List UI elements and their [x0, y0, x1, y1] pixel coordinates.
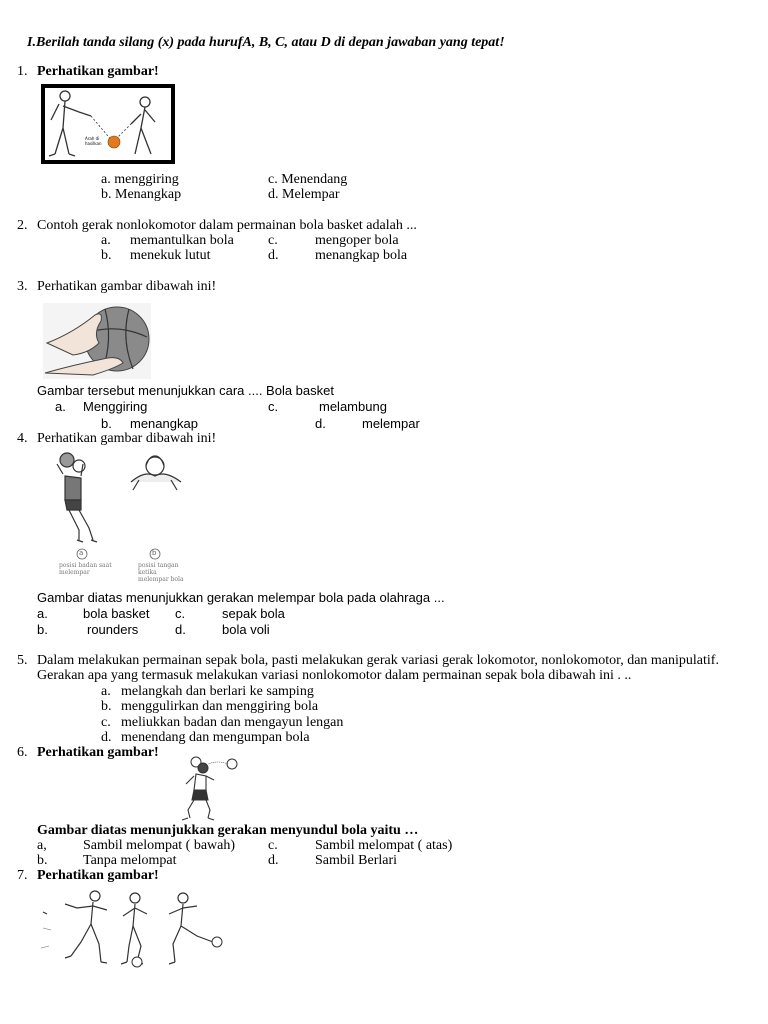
q2-letter-c: c. [268, 233, 278, 248]
q1-figure-drawing [41, 84, 175, 164]
q1-option-c[interactable]: c. Menendang [268, 172, 348, 187]
q6-caption: Gambar diatas menunjukkan gerakan menyundul bola yaitu … [37, 823, 419, 838]
q5-letter-d: d. [101, 730, 112, 745]
instruction-heading: I.Berilah tanda silang (x) pada hurufA, B, C, atau D di depan jawaban yang tepat! [27, 35, 505, 50]
q3-option-a[interactable]: Menggiring [83, 399, 148, 414]
q6-option-c[interactable]: Sambil melompat ( atas) [315, 838, 453, 853]
q3-option-b[interactable]: menangkap [130, 416, 198, 431]
q6-letter-b: b. [37, 853, 48, 868]
q6-letter-d: d. [268, 853, 279, 868]
q1-figure-caption: Arah di hasilkan [85, 136, 102, 146]
q6-option-b[interactable]: Tanpa melompat [83, 853, 177, 868]
q4-option-b[interactable]: rounders [87, 622, 139, 637]
q5-text-line-1: Dalam melakukan permainan sepak bola, pasti melakukan gerak variasi gerak lokomotor, nonlokomotor, dan manipulatif. [37, 653, 719, 668]
q6-letter-a: a, [37, 838, 47, 853]
q1-option-d[interactable]: d. Melempar [268, 187, 340, 202]
q2-letter-a: a. [101, 233, 111, 248]
q1-option-a[interactable]: a. menggiring [101, 172, 179, 187]
q2-option-a[interactable]: memantulkan bola [130, 233, 234, 248]
q4-number: 4. [17, 431, 28, 446]
q5-number: 5. [17, 653, 28, 668]
q3-number: 3. [17, 279, 28, 294]
q4-option-a[interactable]: bola basket [83, 606, 150, 621]
q7-figure [37, 888, 223, 970]
q3-letter-a: a. [55, 399, 66, 414]
q4-figure [41, 450, 197, 585]
q5-letter-c: c. [101, 715, 111, 730]
q2-letter-b: b. [101, 248, 112, 263]
q3-text: Perhatikan gambar dibawah ini! [37, 279, 217, 294]
q6-option-a[interactable]: Sambil melompat ( bawah) [83, 838, 236, 853]
q4-letter-b: b. [37, 622, 48, 637]
q2-letter-d: d. [268, 248, 279, 263]
q6-header-drawing [178, 754, 240, 822]
q2-option-c[interactable]: mengoper bola [315, 233, 399, 248]
q6-letter-c: c. [268, 838, 278, 853]
q4-letter-c: c. [175, 606, 186, 621]
q6-text: Perhatikan gambar! [37, 745, 159, 760]
q5-letter-a: a. [101, 684, 111, 699]
q2-option-d[interactable]: menangkap bola [315, 248, 408, 263]
q4-figure-label-a: a [79, 549, 84, 557]
q3-letter-b: b. [101, 416, 112, 431]
q5-option-c[interactable]: meliukkan badan dan mengayun lengan [121, 715, 344, 730]
q5-option-d[interactable]: menendang dan mengumpan bola [121, 730, 310, 745]
q7-text: Perhatikan gambar! [37, 868, 159, 883]
q1-number: 1. [17, 64, 28, 79]
q4-option-c[interactable]: sepak bola [222, 606, 285, 621]
q2-text: Contoh gerak nonlokomotor dalam permainan bola basket adalah ... [37, 218, 417, 233]
q4-text: Perhatikan gambar dibawah ini! [37, 431, 217, 446]
q5-text-line-2: Gerakan apa yang termasuk melakukan variasi nonlokomotor dalam permainan sepak bola dibawah ini . .. [37, 668, 632, 683]
q1-text: Perhatikan gambar! [37, 64, 159, 79]
q1-figure [41, 84, 175, 164]
q3-option-c[interactable]: melambung [319, 399, 387, 414]
q6-option-d[interactable]: Sambil Berlari [315, 853, 398, 868]
q3-letter-c: c. [268, 399, 279, 414]
q5-option-b[interactable]: menggulirkan dan menggiring bola [121, 699, 319, 714]
q4-letter-d: d. [175, 622, 186, 637]
q5-option-a[interactable]: melangkah dan berlari ke samping [121, 684, 314, 699]
q3-caption: Gambar tersebut menunjukkan cara .... Bola basket [37, 383, 334, 398]
q3-basketball-hands-drawing [43, 303, 151, 379]
q2-number: 2. [17, 218, 28, 233]
q4-figure-caption-a: posisi badan saat melempar [59, 562, 112, 576]
q6-figure [178, 754, 240, 822]
q3-figure [43, 303, 151, 379]
q3-letter-d: d. [315, 416, 326, 431]
q5-letter-b: b. [101, 699, 112, 714]
q4-figure-caption-b: posisi tangan ketika melempar bola [138, 562, 184, 583]
q7-kicking-sequence-drawing [37, 888, 223, 970]
q6-number: 6. [17, 745, 28, 760]
q4-figure-label-b: b [152, 549, 157, 557]
q7-number: 7. [17, 868, 28, 883]
q4-caption: Gambar diatas menunjukkan gerakan melempar bola pada olahraga ... [37, 590, 445, 605]
q2-option-b[interactable]: menekuk lutut [130, 248, 211, 263]
q4-letter-a: a. [37, 606, 48, 621]
q3-option-d[interactable]: melempar [362, 416, 420, 431]
q4-option-d[interactable]: bola voli [222, 622, 270, 637]
q1-option-b[interactable]: b. Menangkap [101, 187, 182, 202]
